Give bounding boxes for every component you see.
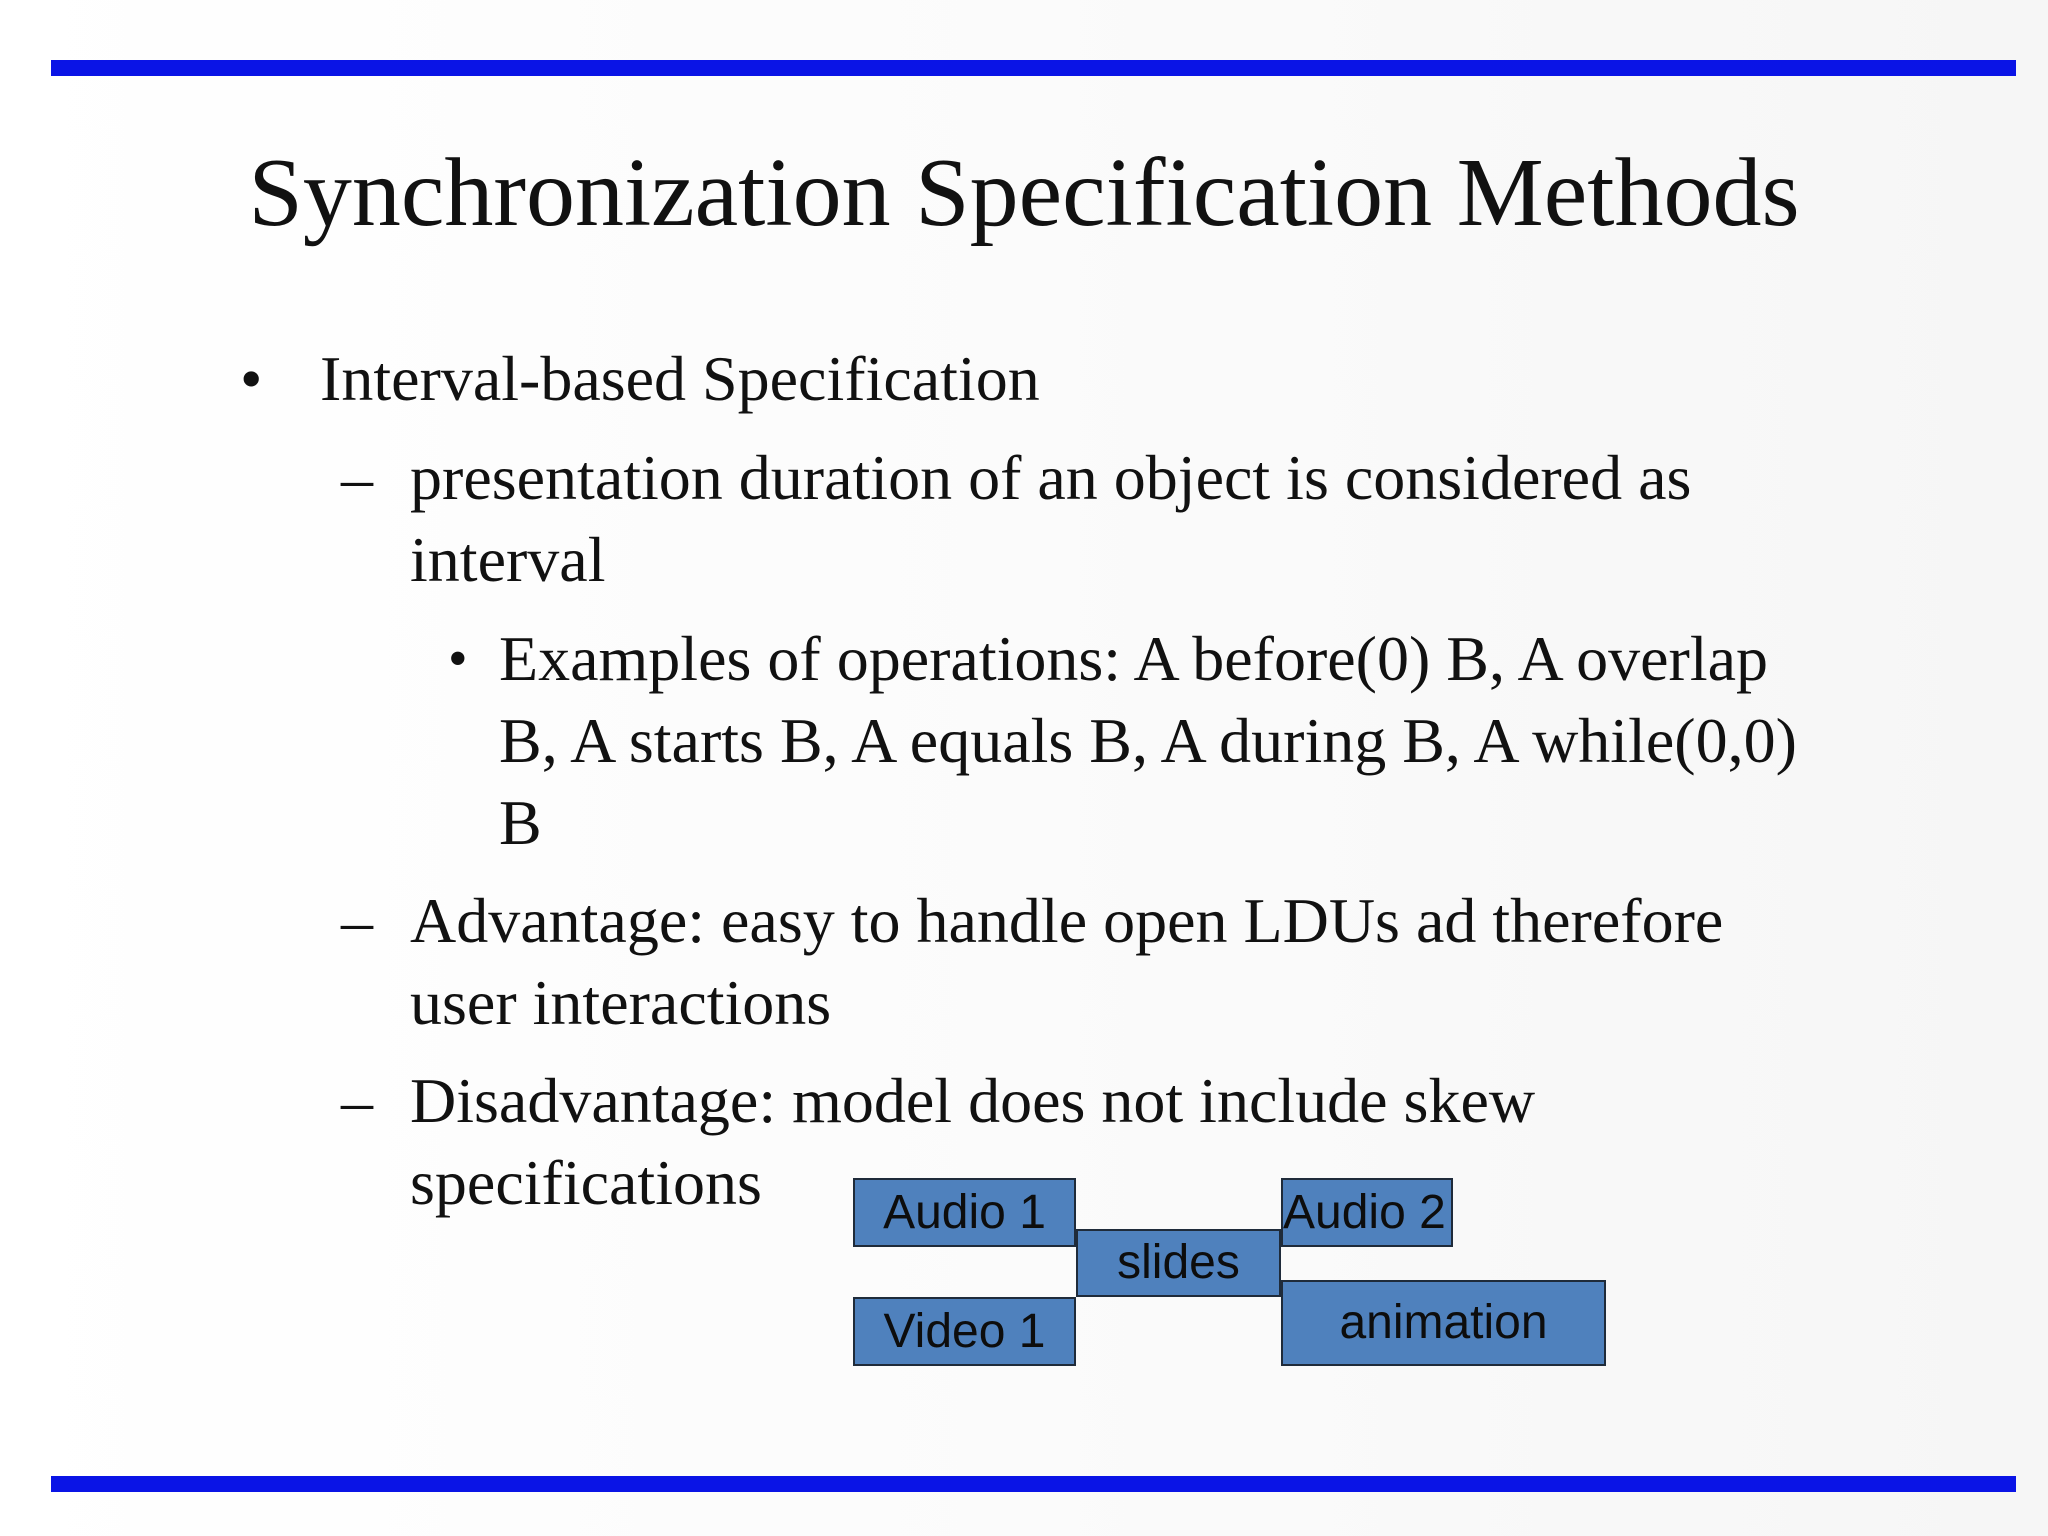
audio-2-box: Audio 2 — [1281, 1178, 1453, 1247]
sub-bullet-text — [410, 880, 1723, 1044]
slide-title: Synchronization Specification Methods — [248, 139, 1800, 247]
sub-sub-bullet-line: Examples of operations: A before(0) B, A overlap — [499, 623, 1769, 694]
bullet-dot-icon: • — [240, 343, 263, 414]
bullet-line: Interval-based Specification — [320, 343, 1040, 414]
sub-bullet-line: specifications — [410, 1147, 762, 1218]
slides-box: slides — [1076, 1229, 1281, 1297]
sub-bullet-text — [410, 437, 1691, 601]
video-1-box: Video 1 — [853, 1297, 1076, 1366]
sub-sub-bullet-text — [499, 618, 1797, 864]
sub-sub-bullet-line: B — [499, 787, 542, 858]
bullet-dot-icon: • — [448, 628, 468, 690]
sub-bullet-line: presentation duration of an object is considered as — [410, 442, 1692, 513]
sub-bullet-line: Disadvantage: model does not include skew — [410, 1065, 1536, 1136]
top-divider-bar — [51, 60, 2016, 76]
bottom-divider-bar — [51, 1476, 2016, 1492]
animation-box: animation — [1281, 1280, 1606, 1366]
sub-bullet-line: interval — [410, 524, 606, 595]
sub-bullet-line: user interactions — [410, 967, 832, 1038]
sub-sub-bullet-line: B, A starts B, A equals B, A during B, A while(0,0) — [499, 705, 1797, 776]
dash-icon: – — [341, 1065, 373, 1136]
sub-bullet-line: Advantage: easy to handle open LDUs ad therefore — [410, 885, 1724, 956]
dash-icon: – — [341, 442, 373, 513]
audio-1-box: Audio 1 — [853, 1178, 1076, 1247]
bullet-text — [320, 338, 1040, 420]
dash-icon: – — [341, 885, 373, 956]
